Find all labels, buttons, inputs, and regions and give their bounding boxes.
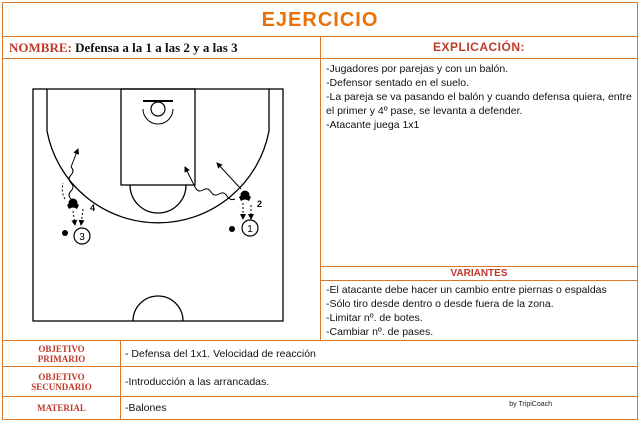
free-throw-circle: [130, 185, 186, 213]
primary-objective-value: - Defensa del 1x1. Velocidad de reacción: [121, 341, 637, 367]
hoop: [151, 102, 165, 116]
pass-arrow-left-c: [81, 209, 83, 225]
secondary-objective-label-1: OBJETIVO: [38, 371, 85, 382]
variants-body: [321, 281, 637, 341]
key-area: [121, 89, 195, 185]
explanation-line: -Defensor sentado en el suelo.: [326, 77, 470, 89]
primary-objective-label: [3, 341, 121, 367]
primary-objective-label-2: PRIMARIO: [37, 353, 86, 364]
pass-arrow-left-b: [73, 211, 75, 225]
drill-name: [3, 37, 321, 59]
page-title: EJERCICIO: [3, 3, 637, 37]
explanation-line: -Jugadores por parejas y con un balón.: [326, 63, 509, 75]
court-diagram: [3, 59, 321, 341]
cut-arrow-left: [71, 149, 78, 167]
secondary-objective-value: -Introducción a las arrancadas.: [121, 367, 637, 397]
drill-sheet: [2, 2, 638, 420]
variant-line: -Cambiar nº. de pases.: [326, 326, 434, 338]
player-1-label: 1: [247, 224, 253, 235]
player-4-label: 4: [90, 203, 96, 213]
center-circle: [133, 296, 183, 321]
drill-name-label: NOMBRE:: [9, 40, 72, 55]
primary-objective-label-1: OBJETIVO: [38, 343, 85, 354]
drill-name-value: Defensa a la 1 a las 2 y a las 3: [75, 40, 238, 55]
move-arrow-right: [217, 163, 241, 189]
secondary-objective-label-2: SECUNDARIO: [31, 381, 92, 392]
variant-line: -Limitar nº. de botes.: [326, 312, 423, 324]
explanation-heading: EXPLICACIÓN:: [321, 37, 637, 59]
three-point-line: [47, 89, 269, 223]
material-value: -Balones: [125, 402, 167, 414]
credit-text: by TripiCoach: [509, 401, 552, 408]
ball-left: [62, 230, 68, 236]
ball-right: [229, 226, 235, 232]
secondary-objective-label: [3, 367, 121, 397]
move-arrow-left-a: [62, 183, 65, 199]
variants-heading: VARIANTES: [321, 267, 637, 281]
variant-line: -Sólo tiro desde dentro o desde fuera de la zona.: [326, 298, 554, 310]
explanation-body: [321, 59, 637, 267]
material-label: MATERIAL: [3, 397, 121, 419]
explanation-line: -Atacante juega 1x1: [326, 119, 420, 131]
variant-line: -El atacante debe hacer un cambio entre piernas o espaldas: [326, 284, 607, 296]
defender-2-icon: [241, 191, 250, 200]
cut-arrow-right: [185, 167, 195, 187]
explanation-line: -La pareja se va pasando el balón y cuando defensa quiera, entre el primer y 4º pase, se levanta a defender.: [326, 91, 632, 117]
defender-4-icon: [69, 199, 78, 208]
court-svg: [3, 59, 319, 340]
player-2-label: 2: [257, 199, 263, 209]
player-3-label: 3: [79, 232, 85, 243]
